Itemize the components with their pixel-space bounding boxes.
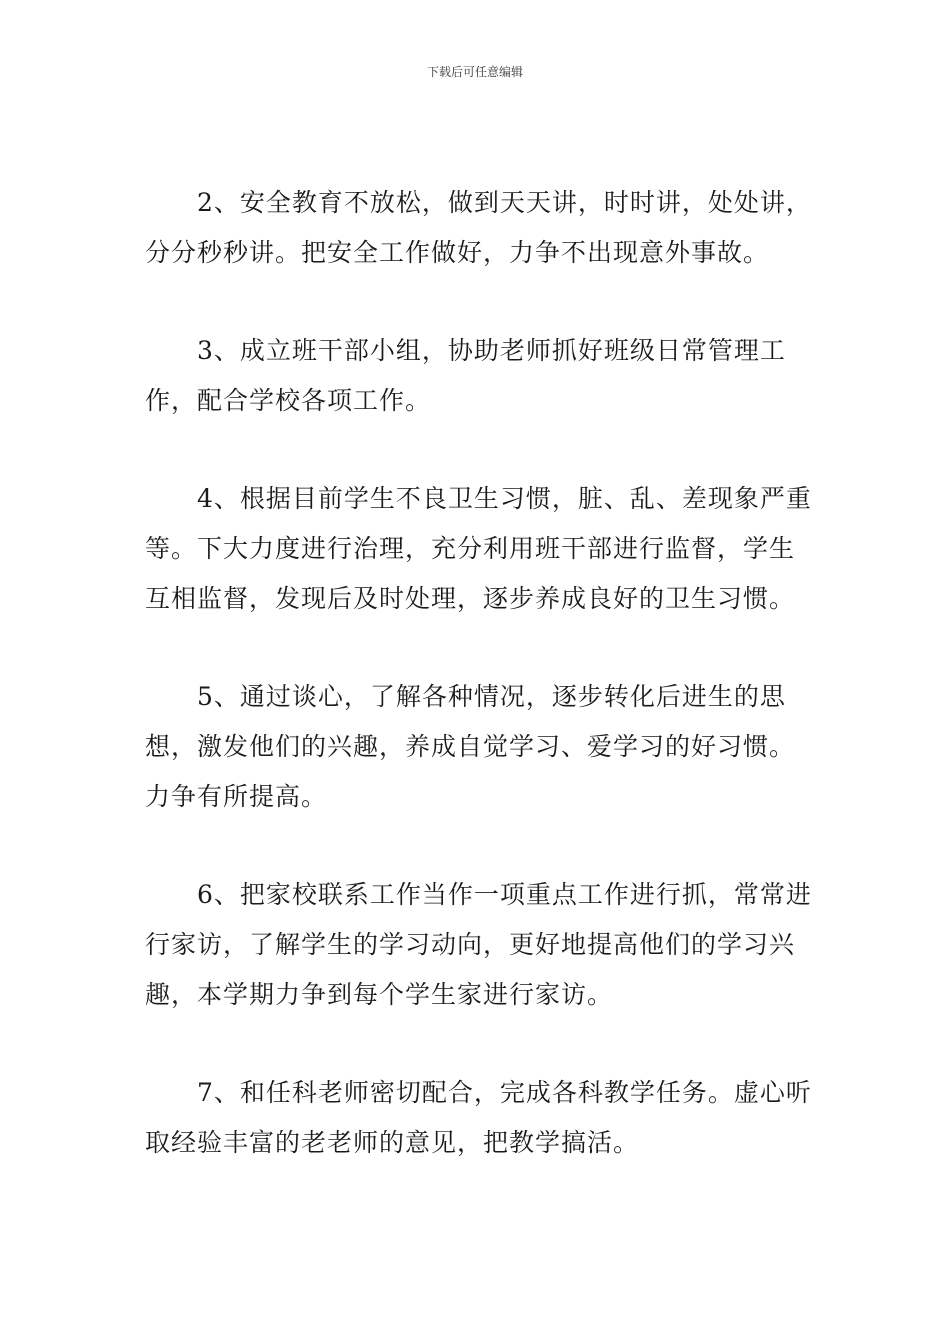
paragraph-item-4: 4、根据目前学生不良卫生习惯，脏、乱、差现象严重等。下大力度进行治理，充分利用班干部进行监督，学生互相监督，发现后及时处理，逐步养成良好的卫生习惯。 <box>145 484 812 613</box>
page-header: 下载后可任意编辑 <box>426 65 523 79</box>
paragraph-item-7: 7、和任科老师密切配合，完成各科教学任务。虚心听取经验丰富的老老师的意见，把教学搞活。 <box>145 1078 812 1157</box>
paragraph-item-6: 6、把家校联系工作当作一项重点工作进行抓，常常进行家访，了解学生的学习动向，更好地提高他们的学习兴趣，本学期力争到每个学生家进行家访。 <box>145 880 812 1009</box>
document-body <box>145 178 815 1216</box>
paragraph-item-3: 3、成立班干部小组，协助老师抓好班级日常管理工作，配合学校各项工作。 <box>145 336 786 415</box>
paragraph-item-5: 5、通过谈心，了解各种情况，逐步转化后进生的思想，激发他们的兴趣，养成自觉学习、爱学习的好习惯。力争有所提高。 <box>145 682 796 811</box>
paragraph-item-2: 2、安全教育不放松，做到天天讲，时时讲，处处讲，分分秒秒讲。把安全工作做好，力争不出现意外事故。 <box>145 188 812 267</box>
